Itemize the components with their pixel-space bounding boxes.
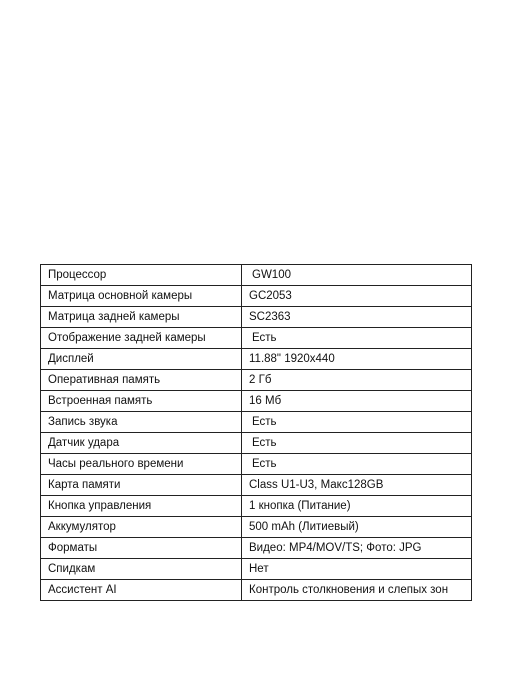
table-row bbox=[41, 265, 472, 286]
table-row bbox=[41, 328, 472, 349]
spec-value: Контроль столкновения и слепых зон bbox=[242, 580, 472, 601]
spec-value: GC2053 bbox=[242, 286, 472, 307]
spec-label: Отображение задней камеры bbox=[41, 328, 242, 349]
spec-label: Спидкам bbox=[41, 559, 242, 580]
spec-value: Class U1-U3, Макс128GB bbox=[242, 475, 472, 496]
spec-value: Видео: MP4/MOV/TS; Фото: JPG bbox=[242, 538, 472, 559]
spec-label: Форматы bbox=[41, 538, 242, 559]
spec-label: Кнопка управления bbox=[41, 496, 242, 517]
spec-label: Оперативная память bbox=[41, 370, 242, 391]
spec-value: 11.88" 1920x440 bbox=[242, 349, 472, 370]
table-row bbox=[41, 286, 472, 307]
spec-value: 2 Гб bbox=[242, 370, 472, 391]
spec-label: Запись звука bbox=[41, 412, 242, 433]
spec-label: Карта памяти bbox=[41, 475, 242, 496]
spec-label: Ассистент AI bbox=[41, 580, 242, 601]
table-row bbox=[41, 412, 472, 433]
spec-value: SC2363 bbox=[242, 307, 472, 328]
spec-label: Дисплей bbox=[41, 349, 242, 370]
spec-label: Встроенная память bbox=[41, 391, 242, 412]
spec-table bbox=[40, 264, 472, 601]
spec-table-body bbox=[41, 265, 472, 601]
table-row bbox=[41, 559, 472, 580]
table-row bbox=[41, 370, 472, 391]
table-row bbox=[41, 391, 472, 412]
spec-label: Процессор bbox=[41, 265, 242, 286]
spec-value: Есть bbox=[242, 433, 472, 454]
spec-label: Датчик удара bbox=[41, 433, 242, 454]
spec-value: GW100 bbox=[242, 265, 472, 286]
spec-value: Есть bbox=[242, 412, 472, 433]
spec-label: Часы реального времени bbox=[41, 454, 242, 475]
table-row bbox=[41, 307, 472, 328]
spec-label: Матрица задней камеры bbox=[41, 307, 242, 328]
spec-value: 16 Мб bbox=[242, 391, 472, 412]
spec-label: Аккумулятор bbox=[41, 517, 242, 538]
table-row bbox=[41, 496, 472, 517]
table-row bbox=[41, 454, 472, 475]
spec-value: Есть bbox=[242, 328, 472, 349]
spec-label: Матрица основной камеры bbox=[41, 286, 242, 307]
spec-value: 500 mAh (Литиевый) bbox=[242, 517, 472, 538]
spec-value: Нет bbox=[242, 559, 472, 580]
table-row bbox=[41, 538, 472, 559]
table-row bbox=[41, 433, 472, 454]
table-row bbox=[41, 517, 472, 538]
spec-value: 1 кнопка (Питание) bbox=[242, 496, 472, 517]
spec-value: Есть bbox=[242, 454, 472, 475]
table-row bbox=[41, 349, 472, 370]
table-row bbox=[41, 475, 472, 496]
table-row bbox=[41, 580, 472, 601]
